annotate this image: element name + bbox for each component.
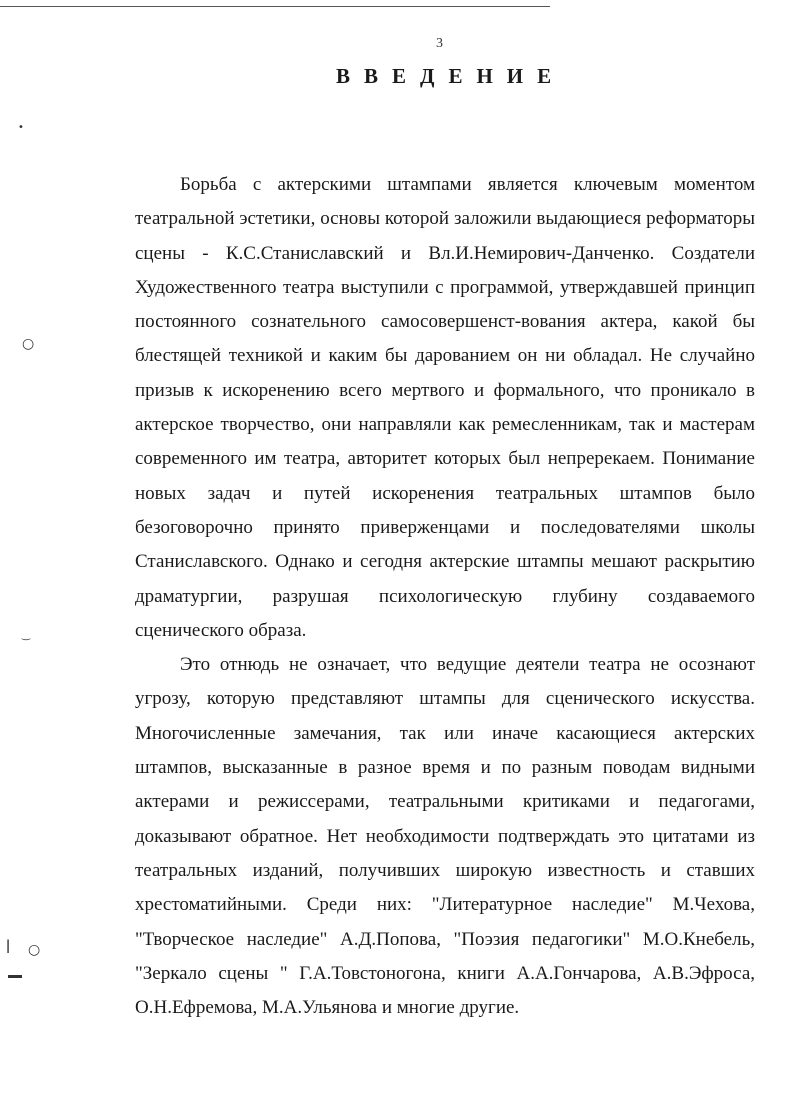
binder-hole-mark-lower: ○ xyxy=(28,942,41,958)
page-number: 3 xyxy=(436,36,443,51)
paragraph: Это отнюдь не означает, что ведущие деятели театра не осознают угрозу, которую представляют штампы для сценического искусства. Многочисленные замечания, так или иначе касающиеся актерских штампов, высказанные в разное время и по разным поводам видными актерами и режиссерами, театральными критиками и педагогами, доказывают обратное. Нет необходимости подтверждать это цитатами из театральных изданий, получивших широкую известность и ставших хрестоматийными. Среди них: "Литературное наследие" М.Чехова, "Творческое наследие" А.Д.Попова, "Поэзия педагогики" М.О.Кнебель, "Зеркало сцены " Г.А.Товстоногона, книги А.А.Гончарова, А.В.Эфроса, О.Н.Ефремова, М.А.Ульянова и многие другие. xyxy=(135,654,755,1019)
paragraph: Борьба с актерскими штампами является ключевым моментом театральной эстетики, основы которой заложили выдающиеся реформаторы сцены - К.С.Станиславский и Вл.И.Немирович-Данченко. Создатели Художественного театра выступили с программой, утверждавшей принцип постоянного сознательного самосовершенст-вования актера, какой бы блестящей техникой и каким бы дарованием он ни обладал. Не случайно призыв к искоренению всего мертвого и формального, что проникало в актерское творчество, они направляли как ремесленникам, так и мастерам современного им театра, авторитет которых был непререкаем. Понимание новых задач и путей искоренения театральных штампов было безоговорочно принято приверженцами и последователями школы Станиславского. Однако и сегодня актерские штампы мешают раскрытию драматургии, разрушая психологическую глубину создаваемого сценического образа. xyxy=(135,174,755,641)
page-title: ВВЕДЕНИЕ xyxy=(336,64,566,88)
scan-artifact-bar: ǀ xyxy=(6,938,11,954)
scan-artifact-dot: • xyxy=(18,122,24,133)
document-body xyxy=(135,168,755,1025)
scan-artifact-stroke xyxy=(8,975,22,978)
scan-top-edge-line xyxy=(0,6,550,7)
scan-artifact-dash: ‿ xyxy=(22,630,31,641)
binder-hole-mark: ○ xyxy=(22,336,35,352)
